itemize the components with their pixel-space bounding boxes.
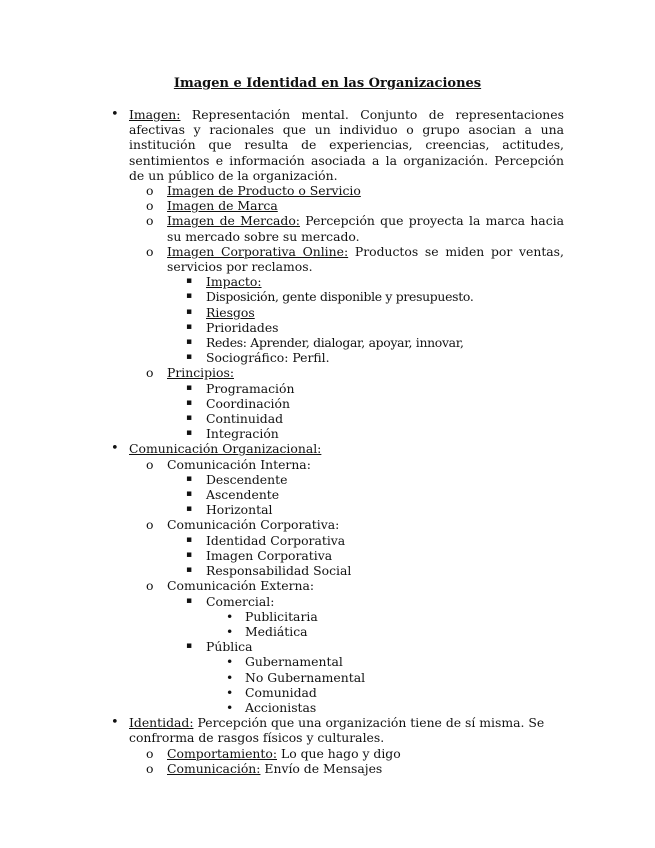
list-item-label: Descendente <box>206 471 288 487</box>
list-item-label: Publicitaria <box>245 608 318 624</box>
list-item <box>0 563 655 578</box>
circle-bullet-icon: o <box>146 365 154 381</box>
list-item <box>0 350 655 365</box>
list-item-label: Imagen de Marca <box>167 198 278 214</box>
square-bullet-icon: ▪ <box>186 321 193 332</box>
list-item <box>0 548 655 563</box>
square-bullet-icon: ▪ <box>186 397 193 408</box>
list-item-label: Coordinación <box>206 395 290 411</box>
list-item-label: Comunicación Interna: <box>167 456 311 472</box>
list-item-label: Comunicación Externa: <box>167 578 315 594</box>
list-item <box>0 396 655 411</box>
list-item-label: Programación <box>206 380 295 396</box>
square-bullet-icon: ▪ <box>186 595 193 606</box>
list-item <box>0 517 655 532</box>
term-label: Imagen de Mercado: <box>167 213 300 229</box>
circle-bullet-icon: o <box>146 183 154 199</box>
list-item <box>0 472 655 487</box>
circle-bullet-icon: o <box>146 456 154 472</box>
term-definition: Percepción que una organización tiene de sí misma. Se confrorma de rasgos físicos y culturales. <box>129 715 545 746</box>
small-disc-bullet-icon: • <box>226 654 234 670</box>
disc-bullet-icon: • <box>111 441 119 457</box>
list-item-label: Prioridades <box>206 319 279 335</box>
disc-bullet-icon: • <box>111 715 119 731</box>
list-item-label: Integración <box>206 426 279 442</box>
small-disc-bullet-icon: • <box>226 608 234 624</box>
term-label: Comportamiento: <box>167 745 278 761</box>
list-item-label: No Gubernamental <box>245 669 366 685</box>
term-definition: Envío de Mensajes <box>264 760 383 776</box>
list-item <box>0 365 655 380</box>
square-bullet-icon: ▪ <box>186 428 193 439</box>
square-bullet-icon: ▪ <box>186 641 193 652</box>
list-item <box>0 244 655 274</box>
square-bullet-icon: ▪ <box>186 291 193 302</box>
list-item <box>0 578 655 593</box>
small-disc-bullet-icon: • <box>226 684 234 700</box>
square-bullet-icon: ▪ <box>186 489 193 500</box>
list-item-label: Sociográfico: Perfil. <box>206 350 330 366</box>
circle-bullet-icon: o <box>146 517 154 533</box>
list-item <box>0 594 655 609</box>
list-item <box>0 639 655 654</box>
list-item-label: Ascendente <box>206 487 280 503</box>
list-item <box>0 746 655 761</box>
term-definition: Lo que hago y digo <box>280 745 401 761</box>
term-definition: Percepción que proyecta la marca hacia su mercado sobre su mercado. <box>167 213 564 244</box>
term-label: Imagen Corporativa Online: <box>167 243 349 259</box>
list-item <box>0 198 655 213</box>
list-item-label: Accionistas <box>245 699 317 715</box>
small-disc-bullet-icon: • <box>226 623 234 639</box>
circle-bullet-icon: o <box>146 578 154 594</box>
list-item-label: Comunicación Corporativa: <box>167 517 340 533</box>
list-item-label: Pública <box>206 639 253 655</box>
document-title: Imagen e Identidad en las Organizaciones <box>173 76 482 91</box>
list-item <box>0 487 655 502</box>
document-body <box>0 107 655 776</box>
list-item <box>0 411 655 426</box>
list-item-label: Redes: Aprender, dialogar, apoyar, innovar, <box>206 335 464 351</box>
square-bullet-icon: ▪ <box>186 413 193 424</box>
square-bullet-icon: ▪ <box>186 276 193 287</box>
list-item-label: Mediática <box>245 623 308 639</box>
term-definition: Representación mental. Conjunto de representaciones afectivas y racionales que un individuo o grupo asocian a una institución que resulta de experiencias, creencias, actitudes, sentimientos e información asociada a la organización. Percepción de un público de la organización. <box>129 107 564 183</box>
list-item-label: Imagen Corporativa <box>206 547 333 563</box>
list-item-label: Continuidad <box>206 411 284 427</box>
term-label: Imagen: <box>129 107 181 122</box>
list-item-label: Comercial: <box>206 593 275 609</box>
circle-bullet-icon: o <box>146 198 154 214</box>
list-item-label: Principios: <box>167 365 234 381</box>
list-item-label: Comunidad <box>245 684 317 700</box>
circle-bullet-icon: o <box>146 243 154 259</box>
list-item-label: Riesgos <box>206 304 255 320</box>
list-item <box>0 274 655 289</box>
circle-bullet-icon: o <box>146 213 154 229</box>
term-definition: Productos se miden por ventas, servicios por reclamos. <box>167 243 564 275</box>
list-item-comunicacion <box>0 441 655 456</box>
square-bullet-icon: ▪ <box>186 337 193 348</box>
square-bullet-icon: ▪ <box>186 306 193 317</box>
list-item-label: Impacto: <box>206 274 262 290</box>
list-item-label: Identidad Corporativa <box>206 532 346 548</box>
list-item <box>0 381 655 396</box>
list-item <box>0 183 655 198</box>
list-item <box>0 685 655 700</box>
list-item <box>0 670 655 685</box>
list-item <box>0 335 655 350</box>
list-item <box>0 457 655 472</box>
circle-bullet-icon: o <box>146 760 154 776</box>
list-item <box>0 609 655 624</box>
list-item <box>0 654 655 669</box>
list-item-label: Disposición, gente disponible y presupuesto. <box>206 289 474 305</box>
small-disc-bullet-icon: • <box>226 669 234 685</box>
list-item <box>0 213 655 243</box>
list-item-identidad <box>0 715 655 745</box>
list-item-label: Horizontal <box>206 502 273 518</box>
list-item-imagen <box>0 107 655 183</box>
small-disc-bullet-icon: • <box>226 699 234 715</box>
list-item <box>0 320 655 335</box>
square-bullet-icon: ▪ <box>186 504 193 515</box>
list-item <box>0 700 655 715</box>
list-item <box>0 533 655 548</box>
list-item-label: Responsabilidad Social <box>206 563 352 579</box>
term-label: Identidad: <box>129 715 194 731</box>
list-item <box>0 502 655 517</box>
square-bullet-icon: ▪ <box>186 549 193 560</box>
list-item-label: Imagen de Producto o Servicio <box>167 183 361 199</box>
list-item <box>0 624 655 639</box>
square-bullet-icon: ▪ <box>186 382 193 393</box>
list-item-label: Gubernamental <box>245 654 343 670</box>
term-label: Comunicación: <box>167 760 261 776</box>
list-item <box>0 289 655 304</box>
square-bullet-icon: ▪ <box>186 565 193 576</box>
square-bullet-icon: ▪ <box>186 352 193 363</box>
list-item <box>0 426 655 441</box>
square-bullet-icon: ▪ <box>186 534 193 545</box>
circle-bullet-icon: o <box>146 745 154 761</box>
square-bullet-icon: ▪ <box>186 473 193 484</box>
list-item-label: Comunicación Organizacional: <box>129 441 322 457</box>
disc-bullet-icon: • <box>111 107 119 122</box>
list-item <box>0 761 655 776</box>
list-item <box>0 305 655 320</box>
